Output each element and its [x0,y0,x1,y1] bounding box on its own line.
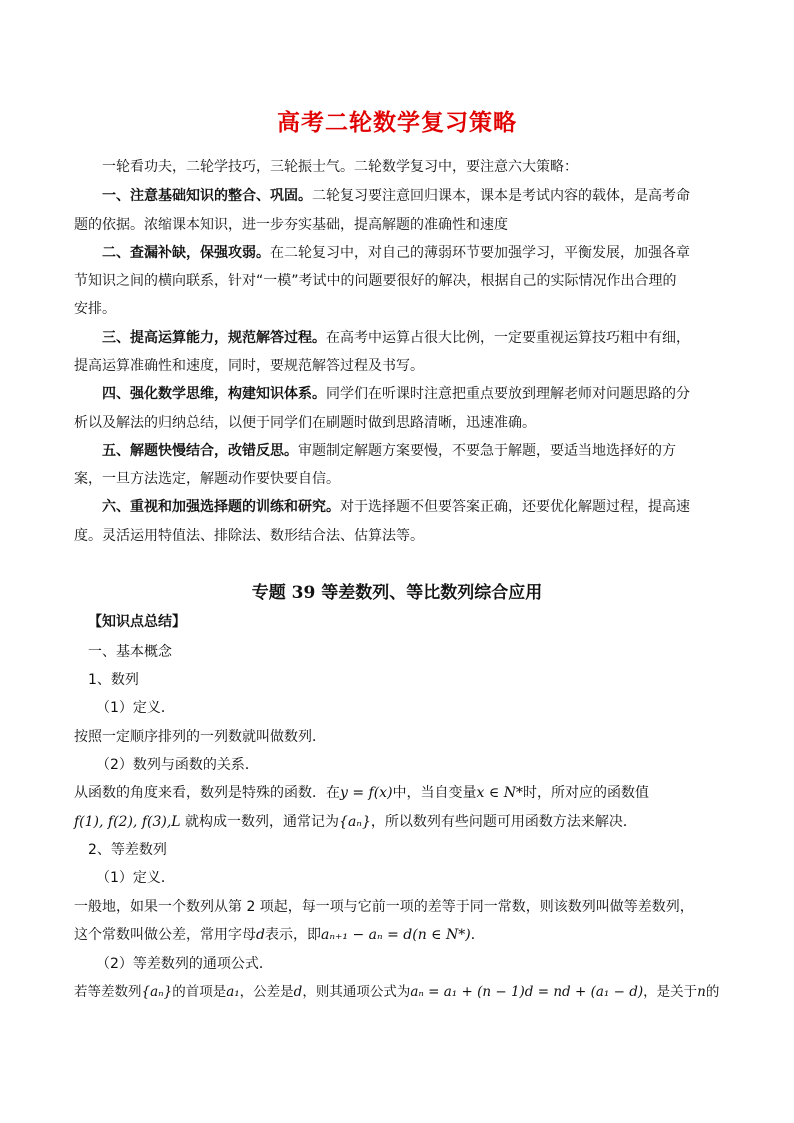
strategy-2-heading: 二、查漏补缺，保强攻弱。 [102,245,270,261]
strategy-6-line-2: 度。灵活运用特值法、排除法、数形结合法、估算法等。 [74,528,424,544]
strategy-3-text: 在高考中运算占很大比例，一定要重视运算技巧粗中有细， [326,330,690,346]
gen-text-f: ，是关于 [643,984,698,1000]
formula-n: n [697,984,706,1000]
gen-text-e: ，则其通项公式为 [302,984,411,1000]
section-1-definition-label: （1）定义． [96,700,175,716]
formula-general-term: aₙ = a₁ + (n − 1)d = nd + (a₁ − d) [410,984,644,1000]
strategy-5-line-1 [102,441,722,461]
section-basic-concepts: 一、基本概念 [88,644,172,660]
def2-text-a: 这个常数叫做公差，常用字母 [74,927,256,943]
strategy-1-text: 二轮复习要注意回归课本，课本是考试内容的载体，是高考命 [312,188,690,204]
summary-label: 【知识点总结】 [88,614,186,630]
page-title: 高考二轮数学复习策略 [277,110,517,136]
strategy-6-heading: 六、重视和加强选择题的训练和研究。 [102,499,340,515]
gen-text-g: 的 [705,984,720,1000]
formula-x-in-n: x ∈ N* [476,785,523,801]
strategy-5-line-2: 案，一旦方法选定，解题动作要快要自信。 [74,471,340,487]
section-1-definition-text: 按照一定顺序排列的一列数就叫做数列． [74,729,326,745]
formula-d-2: d [293,984,303,1000]
strategy-2-text: 在二轮复习中，对自己的薄弱环节要加强学习，平衡发展，加强各章 [270,245,690,261]
gen-text-b: 的首项是 [172,984,227,1000]
strategy-1-line-1 [102,186,722,206]
strategy-4-line-2: 析以及解法的归纳总结，以便于同学们在刷题时做到思路清晰，迅速准确。 [74,415,536,431]
formula-d: d [256,927,265,943]
strategy-5-heading: 五、解题快慢结合，改错反思。 [102,443,298,459]
topic-title: 专题 39 等差数列、等比数列综合应用 [251,583,543,603]
relation-text-c: 时，所对应的函数值 [522,785,649,801]
section-2-general-term-line [74,982,720,1002]
section-1-relation-label: （2）数列与函数的关系． [96,757,259,773]
section-1-heading: 1、数列 [88,672,139,688]
gen-text-a: 若等差数列 [74,984,142,1000]
formula-f-values: f(1), f(2), f(3),L [74,814,181,830]
section-2-heading: 2、等差数列 [88,842,167,858]
relation-text-b: 中，当自变量 [392,785,477,801]
formula-sequence-an: {aₙ} [339,814,371,830]
strategy-3-heading: 三、提高运算能力，规范解答过程。 [102,330,326,346]
relation2-text-a: 就构成一数列，通常记为 [185,814,340,830]
strategy-1-heading: 一、注意基础知识的整合、巩固。 [102,188,312,204]
relation2-text-b: ，所以数列有些问题可用函数方法来解决． [370,814,637,830]
gen-text-c: ，公差是 [239,984,294,1000]
strategy-6-text: 对于选择题不但要答案正确，还要优化解题过程，提高速 [340,499,690,515]
intro-paragraph: 一轮看功夫，二轮学技巧，三轮振士气。二轮数学复习中，要注意六大策略： [102,159,578,175]
strategy-2-line-1 [102,243,722,263]
strategy-6-line-1 [102,497,722,517]
strategy-3-line-2: 提高运算准确性和速度，同时，要规范解答过程及书写。 [74,358,424,374]
strategy-3-line-1 [102,328,722,348]
strategy-1-line-2: 题的依据。浓缩课本知识，进一步夯实基础，提高解题的准确性和速度 [74,217,508,233]
formula-y-fx: y = f(x) [340,785,393,801]
section-2-definition-label: （1）定义． [96,870,175,886]
strategy-2-line-3: 安排。 [74,301,116,317]
section-2-definition-line-2 [74,925,694,945]
def2-text-b: 表示，即 [264,927,321,943]
strategy-4-heading: 四、强化数学思维，构建知识体系。 [102,386,326,402]
strategy-5-text: 审题制定解题方案要慢，不要急于解题，要适当地选择好的方 [298,443,676,459]
formula-a1: a₁ [226,984,240,1000]
relation-text-a: 从函数的角度来看，数列是特殊的函数．在 [74,785,340,801]
formula-recurrence: aₙ₊₁ − aₙ = d(n ∈ N*) [320,927,471,943]
section-1-relation-line-2 [74,812,694,832]
section-2-general-term-label: （2）等差数列的通项公式． [96,956,273,972]
def2-text-c: ． [470,927,485,943]
formula-sequence-an-2: {aₙ} [141,984,173,1000]
strategy-2-line-2: 节知识之间的横向联系，针对“一模”考试中的问题要很好的解决，根据自己的实际情况作出合理的 [74,273,677,289]
strategy-4-text: 同学们在听课时注意把重点要放到理解老师对问题思路的分 [326,386,690,402]
section-2-definition-text: 一般地，如果一个数列从第 2 项起，每一项与它前一项的差等于同一常数，则该数列叫做等差数列， [74,899,694,915]
section-1-relation-line-1 [74,783,694,803]
strategy-4-line-1 [102,384,722,404]
